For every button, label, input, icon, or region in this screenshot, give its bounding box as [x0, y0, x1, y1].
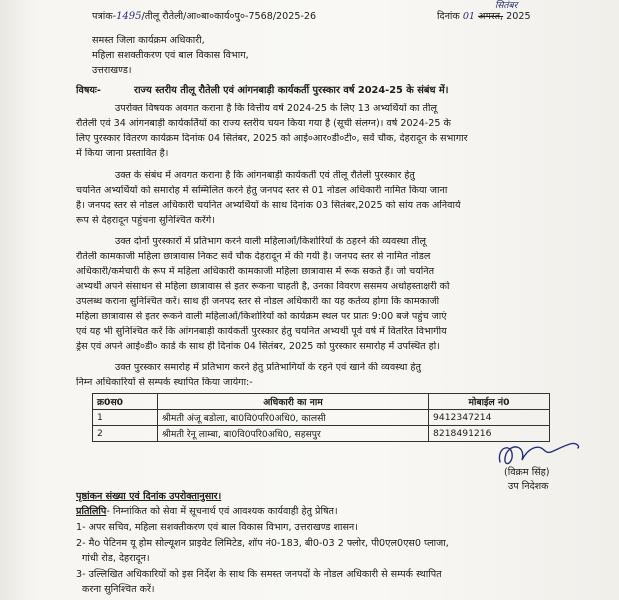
col-serial-header: क्र0स0 [93, 394, 158, 410]
body-line: रूप से देहरादून पहुंचना सुनिश्चित करेंगे। [76, 215, 215, 226]
body-line: ड्रेस एवं अपने आई०डी० कार्ड के साथ ही दिनांक 04 सितंबर, 2025 को पुरस्कार समारोह में उपस्थित हो। [76, 341, 440, 352]
endorsement-heading: पृष्ठांकन संख्या एवं दिनांक उपरोक्तानुसार। [76, 491, 222, 502]
body-line: उक्त के संबंध में अवगत कराना है कि आंगनबाड़ी कार्यकर्ती एवं तीलू रौतेली पुरस्कार हेतु [115, 170, 415, 181]
serial-cell: 2 [93, 426, 158, 442]
letter-date [437, 10, 531, 23]
body-line: में किया जाना प्रस्तावित है। [76, 148, 169, 159]
recipient-line-2: महिला सशक्तीकरण एवं बाल विकास विभाग, [92, 50, 249, 61]
name-cell: श्रीमती रेनू लाम्बा, बा0वि0परि0अधि0, सहसपुर [158, 426, 429, 442]
signatory-name: (विक्रम सिंह) [504, 467, 550, 478]
endorsement-item: गांधी रोड, देहरादून। [82, 553, 150, 564]
table-header-row [93, 394, 550, 410]
body-line: अभ्यर्थी अपने संसाधन से महिला छात्रावास से इतर रूकना चाहती है, उनका विवरण ससमय अधोहस्ताक्षरी को [76, 281, 450, 292]
body-line: है। जनपद स्तर से नोडल अधिकारी चयनित अभ्यर्थियों के साथ दिनांक 03 सितंबर,2025 को सांय तक अनिवार्य [76, 200, 461, 211]
ref-handwritten: 1495 [116, 11, 142, 22]
copy-label: प्रतिलिपि [76, 506, 107, 517]
body-line: उक्त दोनों पुरस्कारों में प्रतिभाग करने वाली महिलाओं/किशोरियों के ठहरने की व्यवस्था तीलू [115, 236, 427, 247]
endorsement-item: 1- अपर सचिव, महिला सशक्तीकरण एवं बाल विकास विभाग, उत्तराखण्ड शासन। [76, 522, 358, 533]
copy-text: - निम्नांकित को सेवा में सूचनार्थ एवं आवश्यक कार्यवाही हेतु प्रेषित। [106, 506, 338, 517]
date-month: अगस्त, [478, 11, 504, 22]
body-line: रौतेली कामकाजी महिला छात्रावास निकट सर्वे चौक देहरादून में की गयी है। जनपद स्तर से नामित नोडल [76, 251, 431, 262]
table-row [93, 426, 550, 442]
endorsement-item: 3- उल्लिखित अधिकारियों को इस निर्देश के साथ कि समस्त जनपदों के नोडल अधिकारी से सम्पर्क स्थापित [76, 569, 442, 580]
endorsement-item: करना सुनिश्चित करें। [82, 584, 155, 595]
officers-table [92, 393, 550, 442]
body-line: उक्त पुरस्कार समारोह में प्रतिभाग करने हेतु प्रतिभागियों के रहने एवं खाने की व्यवस्था हेतु [115, 362, 421, 373]
body-line: उपरोक्त विषयक अवगत कराना है कि वित्तीय वर्ष 2024-25 के लिए 13 अभ्यर्थियों का तीलू [115, 103, 437, 114]
ref-prefix: पत्रांक- [92, 11, 117, 22]
serial-cell: 1 [93, 410, 158, 426]
subject-label: विषयः- [76, 85, 101, 96]
body-line: रौतेली एवं 34 आंगनबाड़ी कार्यकर्तियों का राज्य स्तरीय चयन किया गया है (सूची संलग्न)। वर्ष 2024-25 के [76, 118, 451, 129]
body-line: चयनित अभ्यर्थियों को समारोह में सम्मिलित करने हेतु जनपद स्तर से 01 नोडल अधिकारी नामित किया जाना [76, 185, 448, 196]
col-mobile-header: मोबाईल नं0 [429, 394, 550, 410]
body-line: एवं यह भी सुनिश्चित करें कि आंगनबाड़ी कार्यकर्ती पुरस्कार हेतु चयनित अभ्यर्थी पूर्व वर्ष में वितरित विभागीय [76, 326, 447, 337]
date-label: दिनांक [437, 11, 460, 22]
body-line: अधिकारी/कर्मचारी के रूप में महिला अधिकारी कामकाजी महिला छात्रावास में रूक सकते हैं। जो चयनित [76, 266, 435, 277]
body-line: निम्न अधिकारियों से सम्पर्क स्थापित किया जायेगा:- [76, 377, 253, 388]
date-year: 2025 [506, 11, 531, 22]
ref-rest: /तीलू रौतेली/आ०बा०कार्य०पु०-7568/2025-26 [141, 11, 317, 22]
date-day: 01 [462, 11, 476, 22]
reference-number [92, 10, 316, 23]
table-row [93, 410, 550, 426]
body-line: लिए पुरस्कार वितरण कार्यक्रम दिनांक 04 सितंबर, 2025 को आई०आर०डी०टी०, सर्वे चौक, देहरादून के सभागार [76, 133, 468, 144]
endorsement-item: 2- मैo पेटिनम यू होम सोल्यूशन प्राइवेट लिमिटेड, शॉप नं0-183, बी0-03 2 फ्लोर, पी0एल0एस0 प्लाजा, [76, 538, 449, 549]
recipient-line-3: उत्तराखण्ड। [92, 65, 132, 76]
signature-text [498, 442, 499, 443]
signatory-designation: उप निदेशक [508, 481, 549, 492]
recipient-line-1: समस्त जिला कार्यक्रम अधिकारी, [92, 35, 205, 46]
mobile-cell: 8218491216 [429, 426, 550, 442]
endorsement-intro [76, 505, 338, 518]
body-line: उपलब्ध कराना सुनिश्चित करें। साथ ही जनपद स्तर से नोडल अधिकारी का यह कर्तव्य होगा कि कामकाजी [76, 296, 440, 307]
signature-scrawl [492, 436, 582, 470]
body-line: महिला छात्रावास से इतर रूकने वाली महिलाओं/किशोरियों को कार्यक्रम स्थल पर प्रातः 9:00 बजे पहुंच जाएं [76, 311, 447, 322]
name-cell: श्रीमती अंजू बडोला, बा0वि0परि0अधि0, कालसी [158, 410, 429, 426]
mobile-cell: 9412347214 [429, 410, 550, 426]
col-name-header: अधिकारी का नाम [158, 394, 429, 410]
date-correction: सितंबर [495, 1, 518, 11]
subject-text: राज्य स्तरीय तीलू रौतेली एवं आंगनबाड़ी कार्यकर्ती पुरस्कार वर्ष 2024-25 के संबंध में। [134, 85, 449, 96]
